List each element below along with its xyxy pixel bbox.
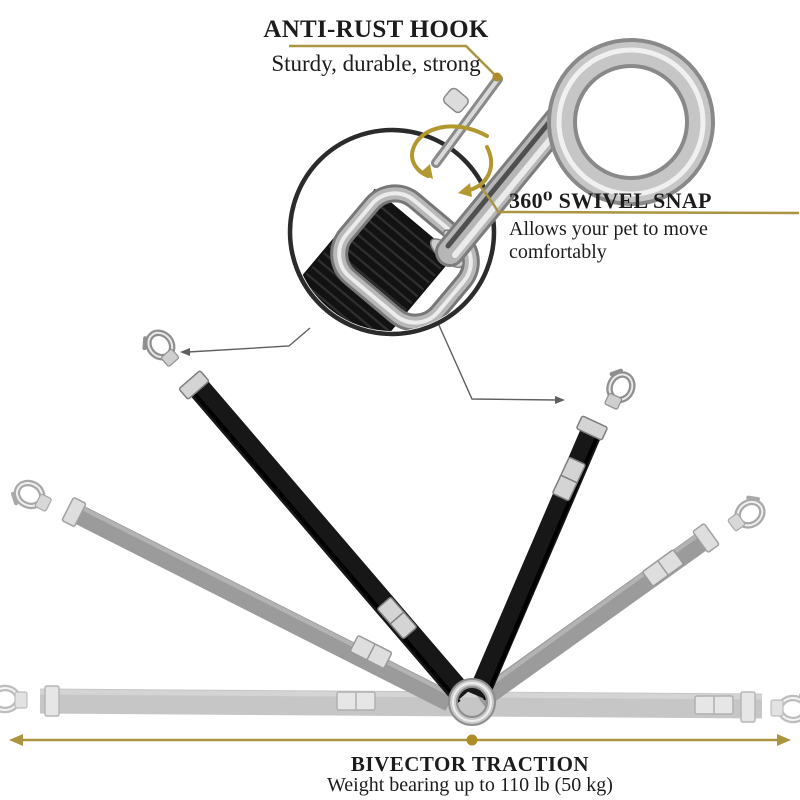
leader-arrowhead bbox=[180, 348, 190, 356]
snap-hook-icon bbox=[771, 695, 800, 720]
callout-leader-left bbox=[188, 328, 310, 352]
measure-arrowhead-left bbox=[9, 734, 23, 746]
snap-hook-icon bbox=[724, 493, 769, 535]
snap-hook-icon bbox=[0, 688, 27, 713]
bivector-traction-title: BIVECTOR TRACTION bbox=[350, 752, 590, 776]
double-arrow-measure-icon bbox=[9, 734, 791, 746]
measure-arrowhead-right bbox=[777, 734, 791, 746]
strap-adjuster bbox=[695, 696, 733, 714]
measure-center-dot bbox=[467, 735, 478, 746]
trigger-knob bbox=[442, 86, 470, 114]
bivector-traction-subtitle: Weight bearing up to 110 lb (50 kg) bbox=[327, 774, 613, 796]
black-strap-left bbox=[140, 326, 463, 702]
snap-hook-icon bbox=[140, 326, 183, 370]
anti-rust-hook-title: ANTI-RUST HOOK bbox=[263, 16, 489, 43]
strap-adjuster bbox=[337, 692, 375, 710]
light-gray-strap-bottom bbox=[0, 686, 800, 722]
strap-connector bbox=[45, 686, 59, 716]
swivel-snap-title: 360⁰ SWIVEL SNAP bbox=[509, 188, 712, 213]
swivel-snap-subtitle: Allows your pet to move comfortably bbox=[509, 218, 708, 263]
anti-rust-hook-subtitle: Sturdy, durable, strong bbox=[271, 51, 481, 76]
strap-connector bbox=[741, 692, 755, 722]
callout-leader-right bbox=[438, 323, 557, 400]
snap-hook-icon bbox=[599, 368, 637, 412]
leader-arrowhead bbox=[555, 396, 565, 404]
snap-hook-icon bbox=[10, 478, 54, 517]
